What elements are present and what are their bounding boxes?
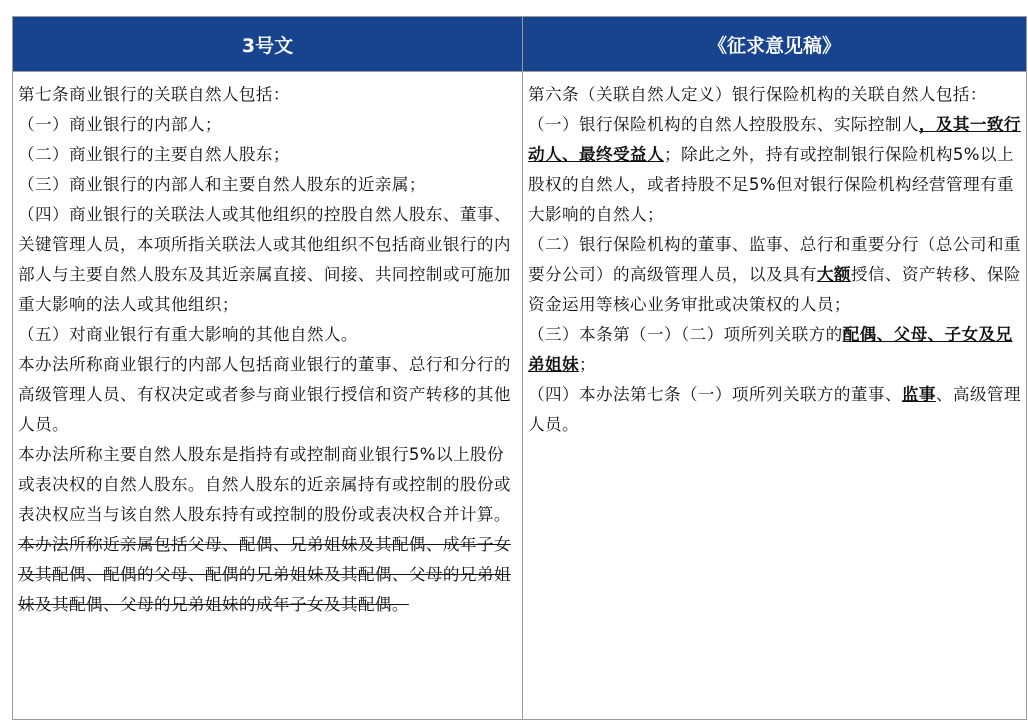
right-item-4-text-a: （四）本办法第七条（一）项所列关联方的董事、	[528, 385, 902, 404]
right-item-2	[528, 230, 1022, 320]
right-item-4-text-c: 、高级管理人员。	[528, 385, 1021, 434]
left-shareholder-definition: 本办法所称主要自然人股东是指持有或控制商业银行5%以上股份或表决权的自然人股东。自然人股东的近亲属持有或控制的股份或表决权应当与该自然人股东持有或控制的股份或表决权合并计算。	[18, 445, 511, 524]
left-cell	[13, 72, 523, 720]
header-left: 3号文	[13, 17, 523, 72]
right-item-2-text-a: （二）银行保险机构的董事、监事、总行和重要分行（总公司和重要分公司）的高级管理人员，以及具有	[528, 235, 1021, 284]
header-right: 《征求意见稿》	[523, 17, 1027, 72]
left-item-5: （五）对商业银行有重大影响的其他自然人。	[18, 325, 358, 344]
right-item-4	[528, 380, 1022, 440]
left-item-3: （三）商业银行的内部人和主要自然人股东的近亲属；	[18, 175, 426, 194]
left-item-2: （二）商业银行的主要自然人股东；	[18, 145, 290, 164]
right-item-2-text-c: 授信、资产转移、保险资金运用等核心业务审批或决策权的人员；	[528, 265, 1021, 314]
content-row	[13, 72, 1027, 720]
right-item-3	[528, 320, 1022, 380]
left-item-1: （一）商业银行的内部人；	[18, 115, 222, 134]
header-row	[13, 17, 1027, 72]
left-insider-definition: 本办法所称商业银行的内部人包括商业银行的董事、总行和分行的高级管理人员、有权决定或者参与商业银行授信和资产转移的其他人员。	[18, 355, 511, 434]
left-deleted-relatives-definition: 本办法所称近亲属包括父母、配偶、兄弟姐妹及其配偶、成年子女及其配偶、配偶的父母、配偶的兄弟姐妹及其配偶、父母的兄弟姐妹及其配偶、父母的兄弟姐妹的成年子女及其配偶。	[18, 535, 511, 614]
right-cell	[523, 72, 1027, 720]
left-article-intro: 第七条商业银行的关联自然人包括：	[18, 85, 290, 104]
left-item-4: （四）商业银行的关联法人或其他组织的控股自然人股东、董事、关键管理人员，本项所指关联法人或其他组织不包括商业银行的内部人与主要自然人股东及其近亲属直接、间接、共同控制或可施加重大影响的法人或其他组织；	[18, 205, 511, 314]
right-item-1-inserted: ，及其一致行动人、最终受益人	[528, 115, 1021, 164]
right-item-3-text-a: （三）本条第（一）（二）项所列关联方的	[528, 325, 843, 344]
right-item-4-inserted: 监事	[901, 385, 936, 404]
right-item-1-text-a: （一）银行保险机构的自然人控股股东、实际控制人	[528, 115, 919, 134]
right-item-1	[528, 110, 1022, 230]
right-item-1-text-c: ；除此之外，持有或控制银行保险机构5%以上股权的自然人，或者持股不足5%但对银行保险机构经营管理有重大影响的自然人；	[528, 145, 1014, 224]
right-item-3-text-c: ；	[578, 355, 596, 374]
comparison-table	[12, 16, 1027, 720]
right-item-2-inserted: 大额	[816, 265, 851, 284]
right-item-3-inserted: 配偶、父母、子女及兄弟姐妹	[528, 325, 1013, 374]
right-article-intro: 第六条（关联自然人定义）银行保险机构的关联自然人包括：	[528, 85, 987, 104]
